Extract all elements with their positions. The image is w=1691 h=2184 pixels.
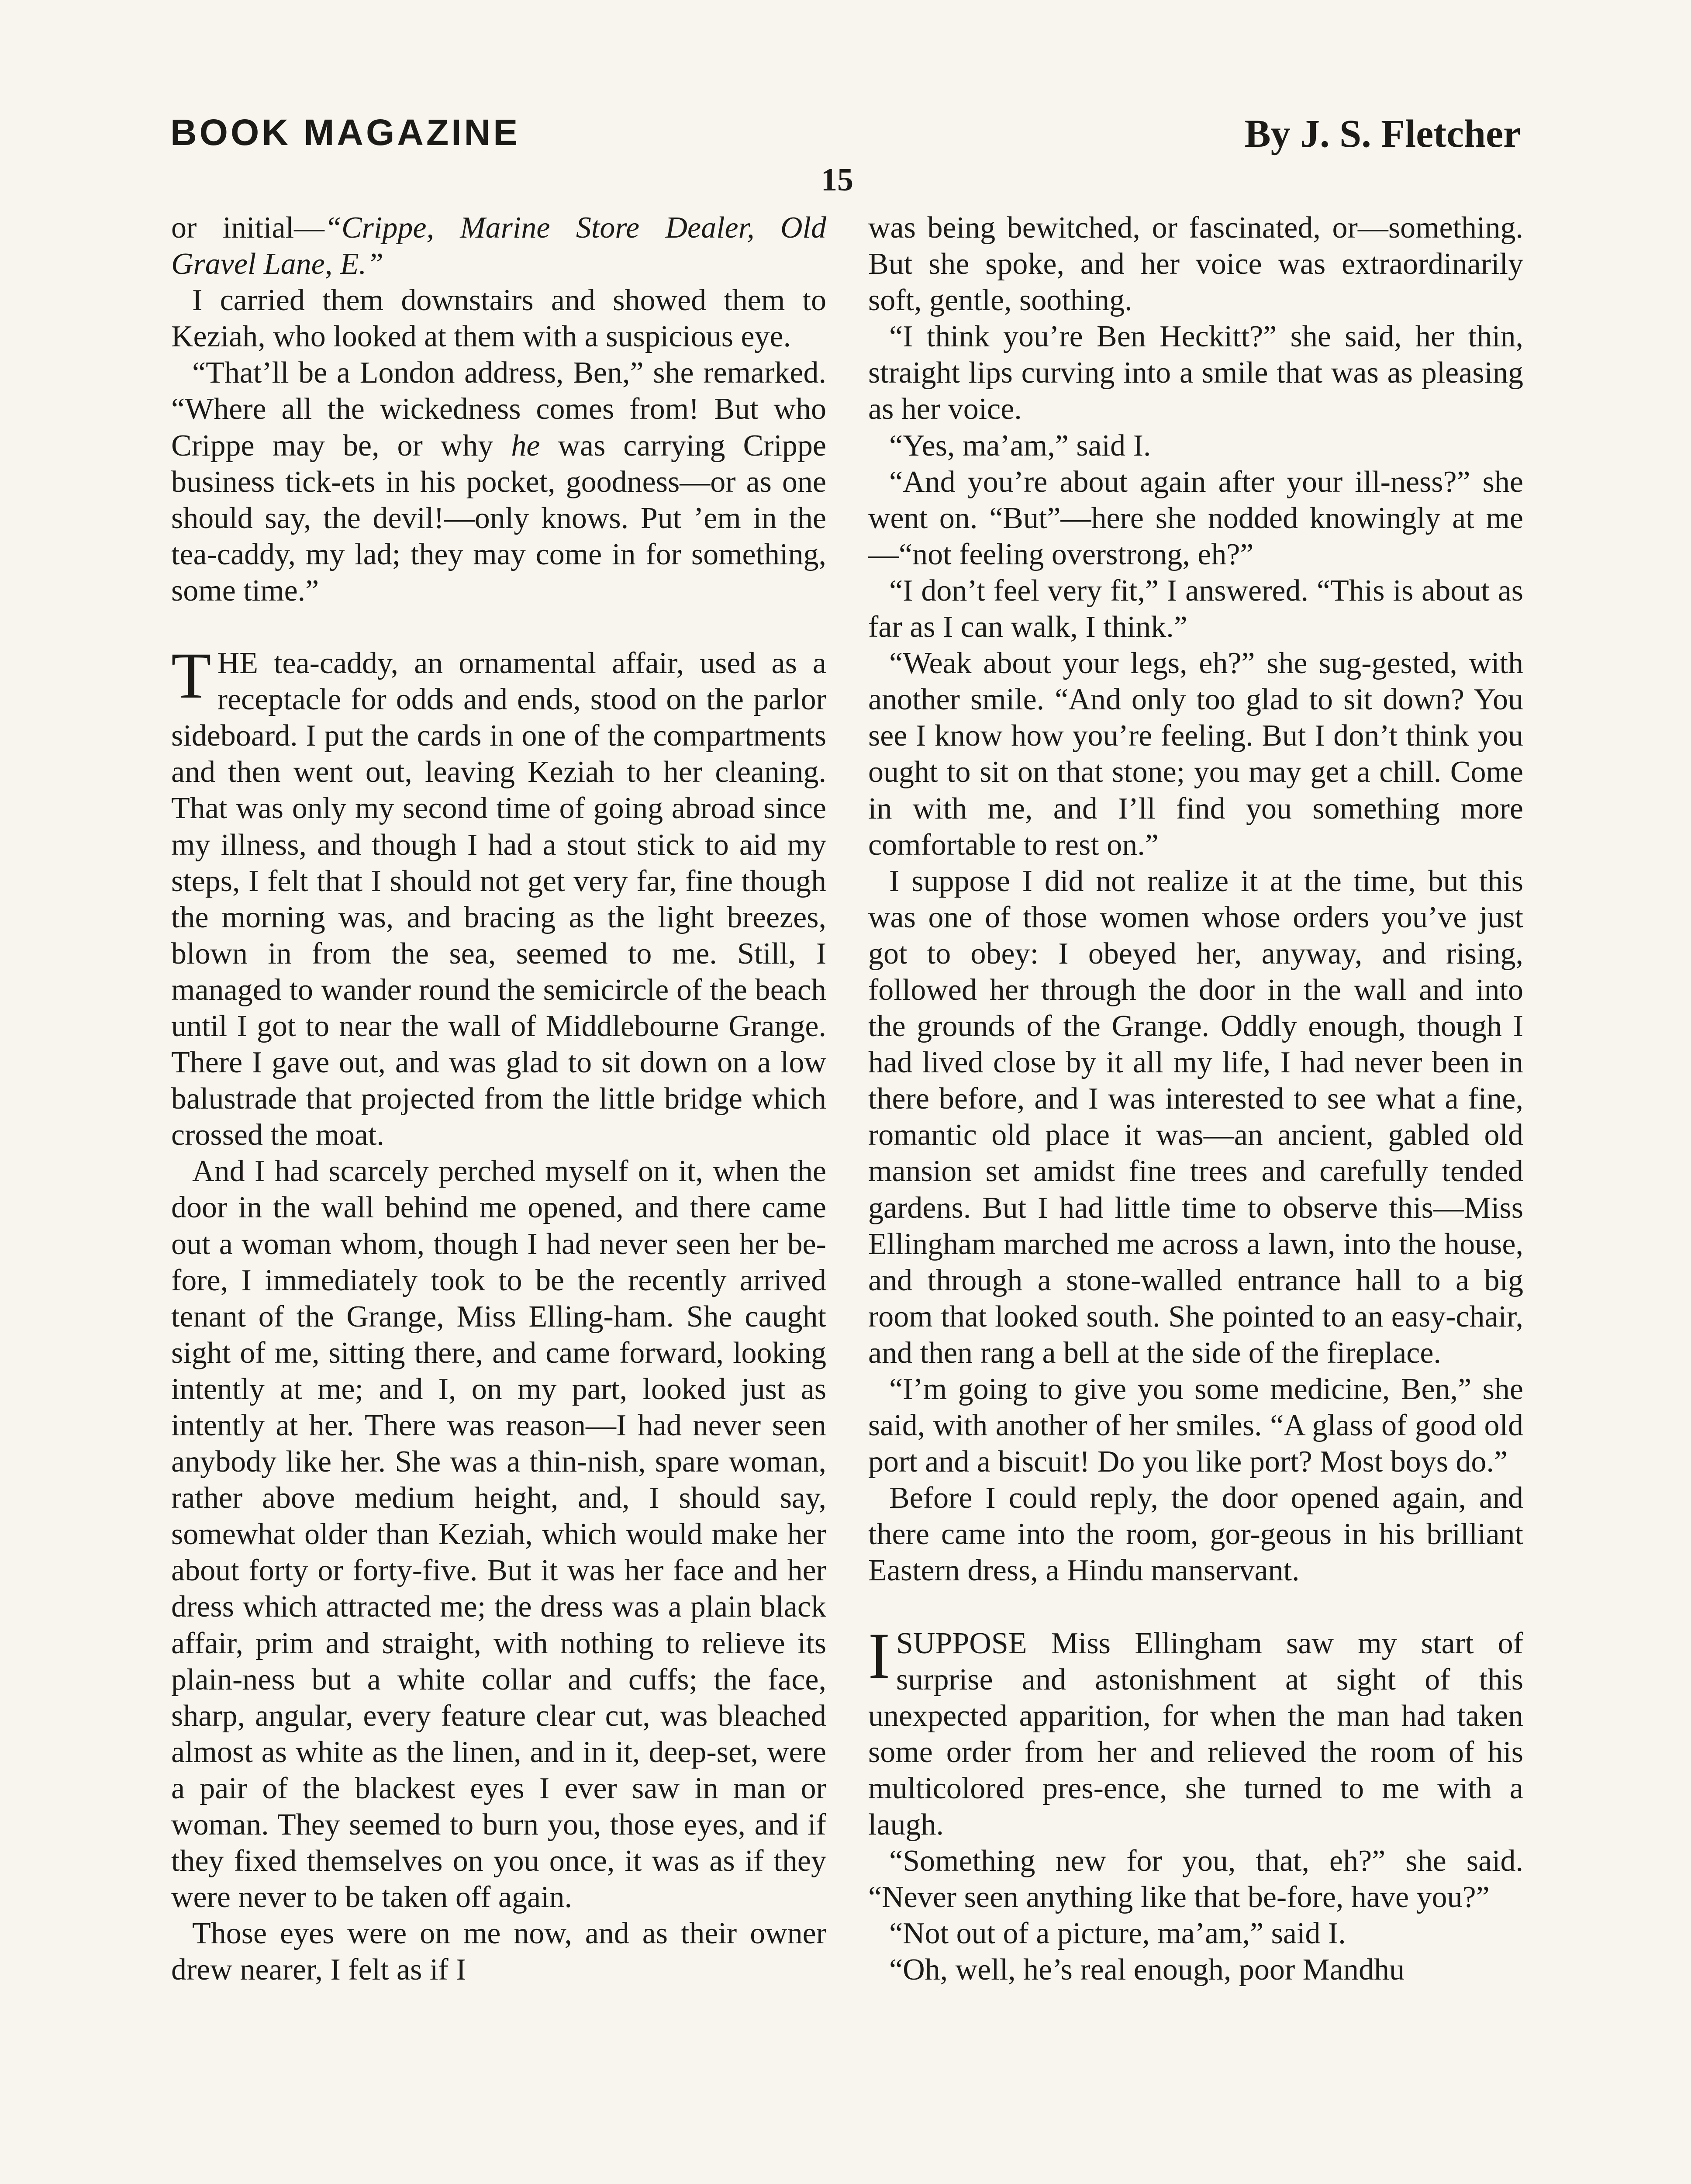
italic-address: “Crippe, Marine Store Dealer, Old Gravel Lane, E.” bbox=[171, 211, 827, 281]
paragraph: I carried them downstairs and showed them to Keziah, who looked at them with a suspicious eye. bbox=[171, 283, 826, 354]
paragraph-text: or initial— bbox=[171, 211, 325, 245]
author-byline: By J. S. Fletcher bbox=[1244, 112, 1521, 156]
paragraph: “I think you’re Ben Heckitt?” she said, her thin, straight lips curving into a smile that was as pleasing as her voice. bbox=[868, 320, 1523, 426]
section-opening-paragraph bbox=[868, 1619, 1523, 1843]
paragraph-text: “That’ll be a London address, Ben,” she remarked. “Where all the wickedness comes from! But who Crippe may be, or why bbox=[171, 356, 826, 463]
magazine-title: BOOK MAGAZINE bbox=[170, 112, 521, 153]
paragraph-text: tea-caddy, an ornamental affair, used as a receptacle for odds and ends, stood on the parlor sideboard. I put the cards in one of the compartments and then went out, leaving Keziah to her cleaning. That was only my second time of going abroad since my illness, and though I had a stout stick to aid my steps, I felt that I should not get very far, fine though the morning was, and bracing as the light breezes, blown in from the sea, seemed to me. Still, I managed to wander round the semicircle of the beach until I got to near the wall of Middlebourne Grange. There I gave out, and was glad to sit down on a low balustrade that projected from the little bridge which crossed the moat. bbox=[171, 646, 826, 1152]
paragraph: “I’m going to give you some medicine, Ben,” she said, with another of her smiles. “A glass of good old port and a biscuit! Do you like port? Most boys do.” bbox=[868, 1372, 1523, 1479]
drop-cap: I bbox=[868, 1619, 890, 1692]
paragraph: “Something new for you, that, eh?” she said. “Never seen anything like that be-fore, have you?” bbox=[868, 1844, 1523, 1914]
paragraph bbox=[171, 210, 826, 282]
paragraph-text: was carrying Crippe business tick-ets in his pocket, goodness—or as one should say, the devil!—only knows. Put ’em in the tea-caddy, my lad; they may come in for something, some time.” bbox=[171, 429, 827, 608]
small-caps-lead: SUPPOSE bbox=[896, 1626, 1027, 1660]
paragraph: I suppose I did not realize it at the time, but this was one of those women whose orders you’ve just got to obey: I obeyed her, anyway, and rising, followed her through the door in the wall and into the grounds of the Grange. Oddly enough, though I had lived close by it all my life, I had never been in there before, and I was interested to see what a fine, romantic old place it was—an ancient, gabled old mansion set amidst fine trees and carefully tended gardens. But I had little time to observe this—Miss Ellingham marched me across a lawn, into the house, and through a stone-walled entrance hall to a big room that looked south. She pointed to an easy-chair, and then rang a bell at the side of the fireplace. bbox=[868, 864, 1523, 1370]
paragraph: Before I could reply, the door opened again, and there came into the room, gor-geous in his brilliant Eastern dress, a Hindu manservant. bbox=[868, 1481, 1523, 1588]
paragraph: “Not out of a picture, ma’am,” said I. bbox=[889, 1917, 1346, 1951]
paragraph: “Oh, well, he’s real enough, poor Mandhu bbox=[889, 1953, 1405, 1987]
paragraph: Those eyes were on me now, and as their owner drew nearer, I felt as if I bbox=[171, 1917, 826, 1987]
paragraph: “And you’re about again after your ill-ness?” she went on. “But”—here she nodded knowingly at me—“not feeling overstrong, eh?” bbox=[868, 465, 1523, 571]
left-column bbox=[171, 210, 826, 1988]
page-number: 15 bbox=[821, 162, 853, 198]
italic-word: he bbox=[511, 429, 540, 463]
paragraph bbox=[171, 355, 826, 609]
paragraph: And I had scarcely perched myself on it, when the door in the wall behind me opened, and there came out a woman whom, though I had never seen her be-fore, I immediately took to be the recently arrived tenant of the Grange, Miss Elling-ham. She caught sight of me, sitting there, and came forward, looking intently at me; and I, on my part, looked just as intently at her. There was reason—I had never seen anybody like her. She was a thin-nish, spare woman, rather above medium height, and, I should say, somewhat older than Keziah, which would make her about forty or forty-five. But it was her face and her dress which attracted me; the dress was a plain black affair, prim and straight, with nothing to relieve its plain-ness but a white collar and cuffs; the face, sharp, angular, every feature clear cut, was bleached almost as white as the linen, and in it, deep-set, were a pair of the blackest eyes I ever saw in man or woman. They seemed to burn you, those eyes, and if they fixed themselves on you once, it was as if they were never to be taken off again. bbox=[171, 1154, 826, 1914]
section-opening-paragraph bbox=[171, 639, 826, 1153]
drop-cap: T bbox=[171, 639, 211, 712]
paragraph: “I don’t feel very fit,” I answered. “This is about as far as I can walk, I think.” bbox=[868, 574, 1523, 644]
paragraph: “Yes, ma’am,” said I. bbox=[889, 429, 1151, 463]
small-caps-lead: HE bbox=[217, 646, 258, 681]
paragraph: was being bewitched, or fascinated, or—something. But she spoke, and her voice was extraordinarily soft, gentle, soothing. bbox=[868, 211, 1523, 318]
paragraph-text: Miss Ellingham saw my start of surprise and astonishment at sight of this unexpected apparition, for when the man had taken some order from her and relieved the room of his multicolored pres-ence, she turned to me with a laugh. bbox=[868, 1626, 1523, 1842]
right-column bbox=[868, 210, 1523, 1988]
paragraph: “Weak about your legs, eh?” she sug-gested, with another smile. “And only too glad to sit down? You see I know how you’re feeling. But I don’t think you ought to sit on that stone; you may get a chill. Come in with me, and I’ll find you something more comfortable to rest on.” bbox=[868, 646, 1523, 862]
